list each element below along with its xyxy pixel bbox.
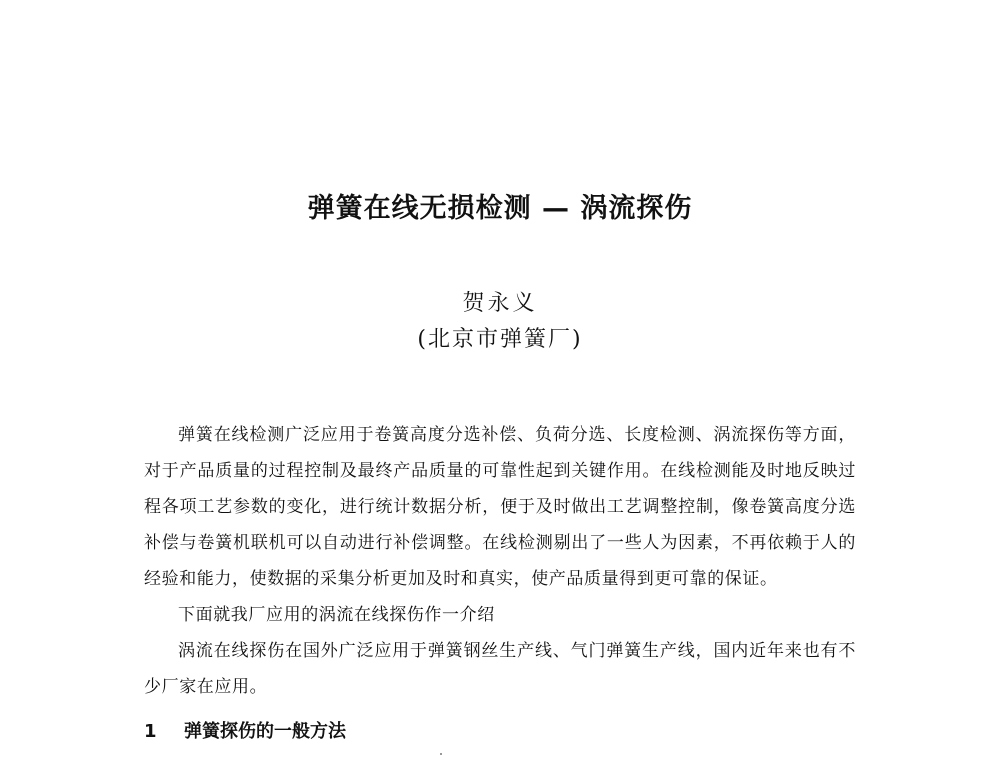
paper-title: 弹簧在线无损检测 — 涡流探伤 bbox=[307, 193, 693, 224]
paragraph-intro: 弹簧在线检测广泛应用于卷簧高度分选补偿、负荷分选、长度检测、涡流探伤等方面，对于产品质量的过程控制及最终产品质量的可靠性起到关键作用。在线检测能及时地反映过程各项工艺参数的变化，进行统计数据分析，便于及时做出工艺调整控制，像卷簧高度分选补偿与卷簧机联机可以自动进行补偿调整。在线检测剔出了一些人为因素，不再依赖于人的经验和能力，使数据的采集分析更加及时和真实，使产品质量得到更可靠的保证。 bbox=[144, 425, 856, 589]
section-heading bbox=[144, 717, 346, 743]
body-text bbox=[144, 417, 856, 705]
scan-speck bbox=[440, 753, 442, 755]
author-name: 贺永义 bbox=[462, 291, 538, 316]
section-title: 弹簧探伤的一般方法 bbox=[184, 721, 346, 742]
paragraph-lead-in: 下面就我厂应用的涡流在线探伤作一介绍 bbox=[178, 605, 495, 625]
section-number: 1 bbox=[144, 721, 157, 742]
author-affiliation: (北京市弹簧厂) bbox=[417, 327, 583, 352]
paragraph-application: 涡流在线探伤在国外广泛应用于弹簧钢丝生产线、气门弹簧生产线，国内近年来也有不少厂家在应用。 bbox=[144, 641, 856, 697]
